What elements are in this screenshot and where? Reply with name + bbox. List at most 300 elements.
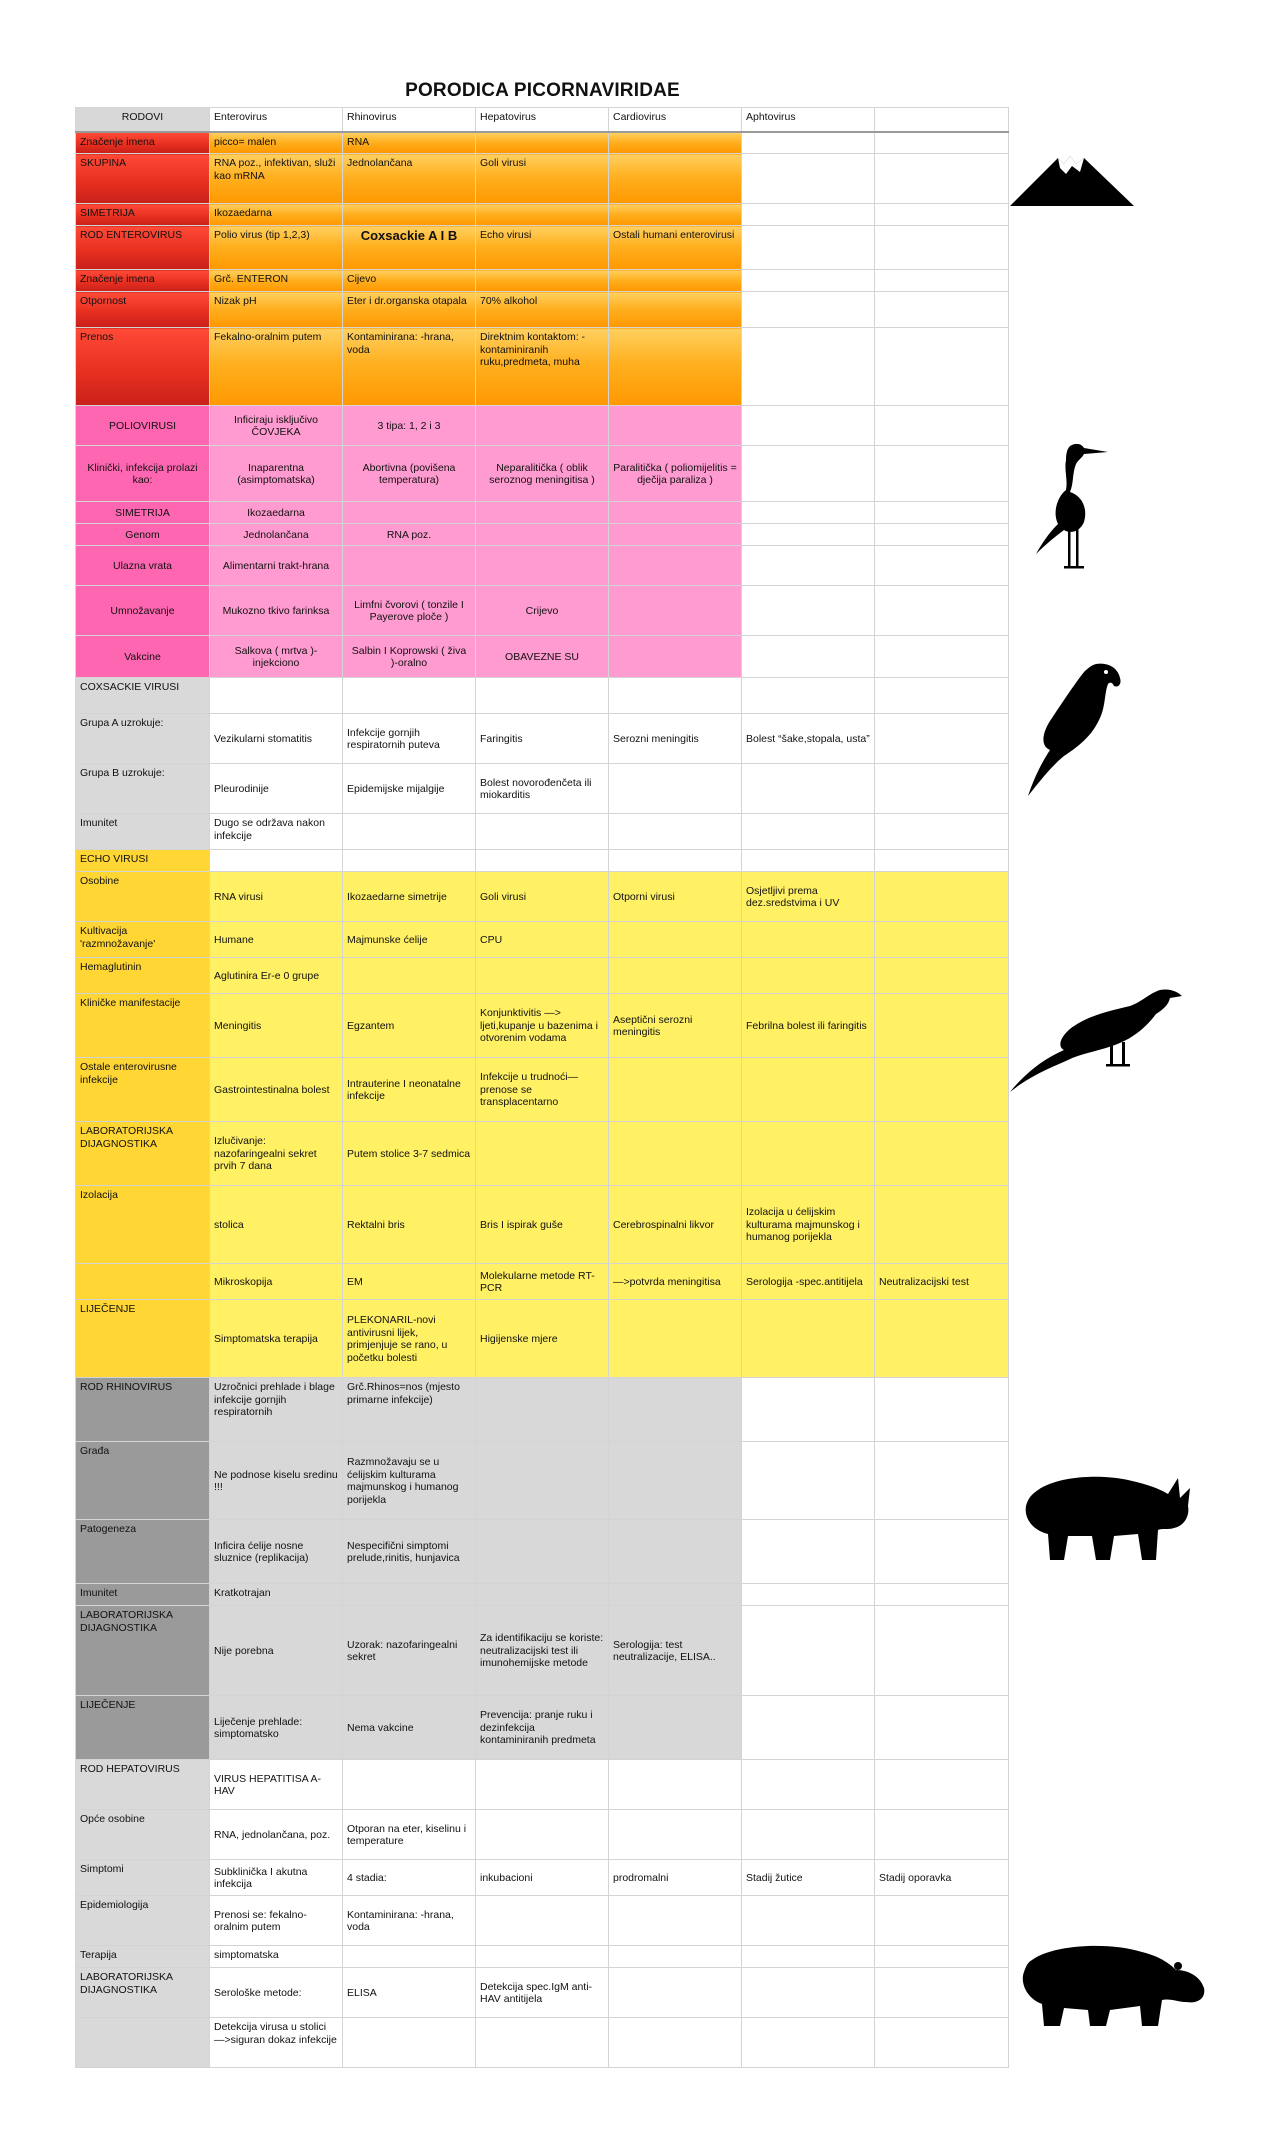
table-row xyxy=(76,1584,1009,1606)
table-cell: Bolest “šake,stopala, usta” xyxy=(742,714,875,764)
table-cell xyxy=(476,1122,609,1186)
table-cell xyxy=(609,1946,742,1968)
table-cell xyxy=(609,502,742,524)
row-label: ROD ENTEROVIRUS xyxy=(76,226,210,270)
table-cell xyxy=(875,132,1009,154)
table-cell: Nema vakcine xyxy=(343,1696,476,1760)
table-cell xyxy=(609,1810,742,1860)
table-row xyxy=(76,292,1009,328)
table-cell xyxy=(875,328,1009,406)
row-label: Osobine xyxy=(76,872,210,922)
table-cell: Prenosi se: fekalno-oralnim putem xyxy=(210,1896,343,1946)
table-cell xyxy=(609,958,742,994)
table-cell: Stadij žutice xyxy=(742,1860,875,1896)
table-cell xyxy=(343,850,476,872)
table-cell xyxy=(875,524,1009,546)
table-cell: Ikozaedarna xyxy=(210,204,343,226)
table-cell xyxy=(742,850,875,872)
table-cell xyxy=(742,814,875,850)
table-cell xyxy=(742,922,875,958)
table-cell: EM xyxy=(343,1264,476,1300)
table-cell xyxy=(742,524,875,546)
table-cell xyxy=(742,154,875,204)
table-row xyxy=(76,1442,1009,1520)
row-label: Klinički, infekcija prolazi kao: xyxy=(76,446,210,502)
header-cell: Enterovirus xyxy=(210,108,343,132)
table-cell xyxy=(476,406,609,446)
table-cell: RNA poz., infektivan, služi kao mRNA xyxy=(210,154,343,204)
table-cell: Nizak pH xyxy=(210,292,343,328)
table-cell xyxy=(476,502,609,524)
header-cell: Rhinovirus xyxy=(343,108,476,132)
table-cell xyxy=(609,546,742,586)
table-cell xyxy=(609,292,742,328)
table-cell xyxy=(609,678,742,714)
row-label: LABORATORIJSKA DIJAGNOSTIKA xyxy=(76,1122,210,1186)
table-cell xyxy=(875,850,1009,872)
table-cell xyxy=(476,1520,609,1584)
table-cell: Majmunske ćelije xyxy=(343,922,476,958)
table-cell: Neparalitička ( oblik seroznog meningitisa ) xyxy=(476,446,609,502)
table-cell: Meningitis xyxy=(210,994,343,1058)
table-cell xyxy=(875,154,1009,204)
table-cell xyxy=(742,1122,875,1186)
table-cell: Epidemijske mijalgije xyxy=(343,764,476,814)
table-cell: Intrauterine I neonatalne infekcije xyxy=(343,1058,476,1122)
row-label: ECHO VIRUSI xyxy=(76,850,210,872)
row-label: Građa xyxy=(76,1442,210,1520)
table-cell xyxy=(875,1378,1009,1442)
table-cell xyxy=(343,1946,476,1968)
table-row xyxy=(76,714,1009,764)
row-label: Patogeneza xyxy=(76,1520,210,1584)
table-cell: Aseptični serozni meningitis xyxy=(609,994,742,1058)
table-cell xyxy=(609,586,742,636)
table-cell: Za identifikaciju se koriste: neutralizacijski test ili imunohemijske metode xyxy=(476,1606,609,1696)
table-cell xyxy=(875,1186,1009,1264)
table-cell: RNA xyxy=(343,132,476,154)
table-cell xyxy=(742,764,875,814)
table-cell: Coxsackie A I B xyxy=(343,226,476,270)
table-row xyxy=(76,850,1009,872)
table-cell: Febrilna bolest ili faringitis xyxy=(742,994,875,1058)
table-cell xyxy=(875,814,1009,850)
table-cell: Eter i dr.organska otapala xyxy=(343,292,476,328)
table-cell: Cerebrospinalni likvor xyxy=(609,1186,742,1264)
table-cell xyxy=(343,546,476,586)
table-cell xyxy=(609,1122,742,1186)
table-row xyxy=(76,958,1009,994)
table-cell xyxy=(609,1584,742,1606)
table-cell: Prevencija: pranje ruku i dezinfekcija kontaminiranih predmeta xyxy=(476,1696,609,1760)
row-label xyxy=(76,2018,210,2068)
table-cell: Gastrointestinalna bolest xyxy=(210,1058,343,1122)
table-cell: Inaparentna (asimptomatska) xyxy=(210,446,343,502)
row-label: Kultivacija 'razmnožavanje' xyxy=(76,922,210,958)
table-cell: Stadij oporavka xyxy=(875,1860,1009,1896)
table-cell: RNA virusi xyxy=(210,872,343,922)
table-cell: Osjetljivi prema dez.sredstvima i UV xyxy=(742,872,875,922)
row-label: Prenos xyxy=(76,328,210,406)
table-cell xyxy=(875,1300,1009,1378)
table-cell: Ikozaedarna xyxy=(210,502,343,524)
table-cell: Kratkotrajan xyxy=(210,1584,343,1606)
table-row xyxy=(76,1810,1009,1860)
table-cell: Molekularne metode RT-PCR xyxy=(476,1264,609,1300)
table-row xyxy=(76,872,1009,922)
table-cell xyxy=(875,636,1009,678)
table-cell xyxy=(742,1300,875,1378)
table-cell xyxy=(742,1968,875,2018)
table-cell xyxy=(742,270,875,292)
table-cell: Otporan na eter, kiselinu i temperature xyxy=(343,1810,476,1860)
table-cell: Abortivna (povišena temperatura) xyxy=(343,446,476,502)
crow-icon xyxy=(1010,980,1185,1100)
table-cell: CPU xyxy=(476,922,609,958)
page-title: PORODICA PICORNAVIRIDAE xyxy=(405,80,680,101)
row-label: Hemaglutinin xyxy=(76,958,210,994)
table-cell: Mukozno tkivo farinksa xyxy=(210,586,343,636)
table-cell xyxy=(875,1520,1009,1584)
table-cell xyxy=(742,636,875,678)
table-cell xyxy=(609,154,742,204)
table-cell: Otporni virusi xyxy=(609,872,742,922)
table-cell: —>potvrda meningitisa xyxy=(609,1264,742,1300)
table-row xyxy=(76,406,1009,446)
table-cell: Subklinička I akutna infekcija xyxy=(210,1860,343,1896)
table-cell: Ikozaedarne simetrije xyxy=(343,872,476,922)
table-row xyxy=(76,328,1009,406)
table-cell xyxy=(343,502,476,524)
table-cell xyxy=(609,1696,742,1760)
table-cell: 3 tipa: 1, 2 i 3 xyxy=(343,406,476,446)
table-cell: Neutralizacijski test xyxy=(875,1264,1009,1300)
table-cell xyxy=(875,406,1009,446)
table-cell: Salkova ( mrtva )- injekciono xyxy=(210,636,343,678)
table-cell xyxy=(609,764,742,814)
table-cell: simptomatska xyxy=(210,1946,343,1968)
table-cell: Ne podnose kiselu sredinu !!! xyxy=(210,1442,343,1520)
table-cell xyxy=(609,814,742,850)
table-cell xyxy=(875,958,1009,994)
table-cell: Limfni čvorovi ( tonzile I Payerove ploče ) xyxy=(343,586,476,636)
table-cell: Rektalni bris xyxy=(343,1186,476,1264)
table-cell xyxy=(875,446,1009,502)
table-cell xyxy=(875,1606,1009,1696)
table-cell: Serozni meningitis xyxy=(609,714,742,764)
table-row xyxy=(76,1968,1009,2018)
table-cell xyxy=(742,1946,875,1968)
table-cell xyxy=(742,1442,875,1520)
table-row xyxy=(76,204,1009,226)
table-cell: RNA poz. xyxy=(343,524,476,546)
table-cell xyxy=(875,502,1009,524)
table-cell: 4 stadia: xyxy=(343,1860,476,1896)
table-cell xyxy=(875,1058,1009,1122)
table-cell xyxy=(875,1122,1009,1186)
header-cell: Cardiovirus xyxy=(609,108,742,132)
row-label: Imunitet xyxy=(76,1584,210,1606)
table-cell xyxy=(875,204,1009,226)
table-cell xyxy=(476,1946,609,1968)
table-cell: Polio virus (tip 1,2,3) xyxy=(210,226,343,270)
table-cell xyxy=(609,524,742,546)
table-cell: Detekcija virusa u stolici —>siguran dokaz infekcije xyxy=(210,2018,343,2068)
table-row xyxy=(76,1896,1009,1946)
table-cell xyxy=(742,1058,875,1122)
table-cell: Direktnim kontaktom: -kontaminiranih ruku,predmeta, muha xyxy=(476,328,609,406)
table-cell xyxy=(609,1058,742,1122)
table-cell: Uzorak: nazofaringealni sekret xyxy=(343,1606,476,1696)
table-cell xyxy=(742,328,875,406)
table-cell xyxy=(742,2018,875,2068)
table-cell xyxy=(609,328,742,406)
table-cell: Jednolančana xyxy=(210,524,343,546)
table-cell: ELISA xyxy=(343,1968,476,2018)
table-cell xyxy=(476,1584,609,1606)
table-row xyxy=(76,446,1009,502)
row-label: Ulazna vrata xyxy=(76,546,210,586)
row-label: COXSACKIE VIRUSI xyxy=(76,678,210,714)
table-row xyxy=(76,764,1009,814)
parrot-icon xyxy=(1020,660,1125,800)
table-cell: Putem stolice 3-7 sedmica xyxy=(343,1122,476,1186)
table-row xyxy=(76,1606,1009,1696)
table-cell: Konjunktivitis —> ljeti,kupanje u bazenima i otvorenim vodama xyxy=(476,994,609,1058)
table-cell: Nije porebna xyxy=(210,1606,343,1696)
table-cell xyxy=(476,270,609,292)
table-cell: Jednolančana xyxy=(343,154,476,204)
table-cell xyxy=(609,132,742,154)
table-cell xyxy=(875,1584,1009,1606)
table-cell xyxy=(343,2018,476,2068)
table-cell xyxy=(609,636,742,678)
row-label: SIMETRIJA xyxy=(76,204,210,226)
table-cell xyxy=(343,958,476,994)
table-cell: Grč. ENTERON xyxy=(210,270,343,292)
table-cell xyxy=(343,1584,476,1606)
table-cell: Ostali humani enterovirusi xyxy=(609,226,742,270)
table-cell: Uzročnici prehlade i blage infekcije gornjih respiratornih xyxy=(210,1378,343,1442)
table-cell xyxy=(476,2018,609,2068)
table-row xyxy=(76,270,1009,292)
table-cell xyxy=(875,546,1009,586)
table-cell xyxy=(875,586,1009,636)
table-cell: Grč.Rhinos=nos (mjesto primarne infekcije) xyxy=(343,1378,476,1442)
row-label: Terapija xyxy=(76,1946,210,1968)
table-cell xyxy=(742,1810,875,1860)
table-cell: Aglutinira Er-e 0 grupe xyxy=(210,958,343,994)
table-cell: Serologija: test neutralizacije, ELISA.. xyxy=(609,1606,742,1696)
table-cell xyxy=(875,764,1009,814)
rhino-icon xyxy=(1018,1470,1198,1565)
table-cell: Kontaminirana: -hrana, voda xyxy=(343,328,476,406)
table-row xyxy=(76,1300,1009,1378)
row-label: Opće osobine xyxy=(76,1810,210,1860)
table-cell xyxy=(609,1300,742,1378)
table-cell xyxy=(742,1520,875,1584)
row-label: LABORATORIJSKA DIJAGNOSTIKA xyxy=(76,1606,210,1696)
table-row xyxy=(76,524,1009,546)
table-cell: Pleurodinije xyxy=(210,764,343,814)
table-row xyxy=(76,994,1009,1058)
row-label: ROD RHINOVIRUS xyxy=(76,1378,210,1442)
row-label: Simptomi xyxy=(76,1860,210,1896)
table-cell: VIRUS HEPATITISA A-HAV xyxy=(210,1760,343,1810)
table-row xyxy=(76,636,1009,678)
table-cell: Salbin I Koprowski ( živa )-oralno xyxy=(343,636,476,678)
table-row xyxy=(76,2018,1009,2068)
table-cell: Echo virusi xyxy=(476,226,609,270)
table-cell xyxy=(875,1760,1009,1810)
row-label: Grupa B uzrokuje: xyxy=(76,764,210,814)
table-row xyxy=(76,1378,1009,1442)
table-cell xyxy=(476,524,609,546)
table-cell xyxy=(609,1378,742,1442)
table-cell xyxy=(609,1968,742,2018)
table-cell: RNA, jednolančana, poz. xyxy=(210,1810,343,1860)
row-label: SKUPINA xyxy=(76,154,210,204)
row-label: Imunitet xyxy=(76,814,210,850)
table-cell xyxy=(476,1378,609,1442)
table-cell xyxy=(609,204,742,226)
table-cell xyxy=(742,1896,875,1946)
row-label: ROD HEPATOVIRUS xyxy=(76,1760,210,1810)
table-cell: Faringitis xyxy=(476,714,609,764)
table-cell xyxy=(476,546,609,586)
table-cell xyxy=(875,1896,1009,1946)
table-cell: Bolest novorođenčeta ili miokarditis xyxy=(476,764,609,814)
row-label: Značenje imena xyxy=(76,270,210,292)
table-row xyxy=(76,132,1009,154)
table-cell xyxy=(742,1760,875,1810)
table-cell: Izolacija u ćelijskim kulturama majmunskog i humanog porijekla xyxy=(742,1186,875,1264)
table-cell xyxy=(210,850,343,872)
table-cell xyxy=(343,1760,476,1810)
table-row xyxy=(76,1186,1009,1264)
table-cell xyxy=(742,1696,875,1760)
header-cell xyxy=(875,108,1009,132)
row-label: Genom xyxy=(76,524,210,546)
table-cell xyxy=(476,1810,609,1860)
table-cell xyxy=(875,2018,1009,2068)
row-label: Epidemiologija xyxy=(76,1896,210,1946)
table-cell xyxy=(476,958,609,994)
heron-icon xyxy=(1030,440,1110,570)
table-cell: Mikroskopija xyxy=(210,1264,343,1300)
table-cell xyxy=(875,1810,1009,1860)
table-cell xyxy=(742,1378,875,1442)
row-label: Značenje imena xyxy=(76,132,210,154)
table-cell: Paralitička ( poliomijelitis = dječija paraliza ) xyxy=(609,446,742,502)
table-cell: Nespecifični simptomi prelude,rinitis, hunjavica xyxy=(343,1520,476,1584)
table-cell: Serologija -spec.antitijela xyxy=(742,1264,875,1300)
row-label: LIJEČENJE xyxy=(76,1300,210,1378)
table-cell xyxy=(742,502,875,524)
table-cell: Simptomatska terapija xyxy=(210,1300,343,1378)
table-cell xyxy=(609,850,742,872)
table-row xyxy=(76,154,1009,204)
picornaviridae-table xyxy=(75,107,1009,2068)
table-cell: Cijevo xyxy=(343,270,476,292)
table-cell: Vezikularni stomatitis xyxy=(210,714,343,764)
table-cell xyxy=(742,546,875,586)
table-cell xyxy=(343,204,476,226)
header-row xyxy=(76,108,1009,132)
table-cell xyxy=(609,2018,742,2068)
header-cell: RODOVI xyxy=(76,108,210,132)
table-cell: Detekcija spec.IgM anti-HAV antitijela xyxy=(476,1968,609,2018)
table-cell xyxy=(609,922,742,958)
table-cell xyxy=(609,1520,742,1584)
table-cell: Goli virusi xyxy=(476,872,609,922)
table-cell xyxy=(343,814,476,850)
table-cell xyxy=(609,1760,742,1810)
table-cell xyxy=(875,994,1009,1058)
table-cell xyxy=(875,270,1009,292)
table-row xyxy=(76,1696,1009,1760)
table-cell xyxy=(875,292,1009,328)
table-cell xyxy=(875,872,1009,922)
table-row xyxy=(76,1760,1009,1810)
table-cell xyxy=(742,226,875,270)
table-cell xyxy=(343,678,476,714)
table-cell xyxy=(476,1760,609,1810)
table-cell: Higijenske mjere xyxy=(476,1300,609,1378)
table-cell xyxy=(875,226,1009,270)
table-cell xyxy=(742,446,875,502)
table-cell xyxy=(476,814,609,850)
table-row xyxy=(76,814,1009,850)
table-cell: Izlučivanje: nazofaringealni sekret prvih 7 dana xyxy=(210,1122,343,1186)
table-cell xyxy=(742,1584,875,1606)
header-cell: Aphtovirus xyxy=(742,108,875,132)
table-cell xyxy=(476,678,609,714)
table-row xyxy=(76,226,1009,270)
table-cell: picco= malen xyxy=(210,132,343,154)
table-cell: Inficira ćelije nosne sluznice (replikacija) xyxy=(210,1520,343,1584)
table-cell xyxy=(476,1442,609,1520)
table-cell: Bris I ispirak guše xyxy=(476,1186,609,1264)
table-cell xyxy=(875,1696,1009,1760)
table-cell: Infekcije u trudnoći— prenose se transplacentarno xyxy=(476,1058,609,1122)
table-cell xyxy=(875,1968,1009,2018)
table-row xyxy=(76,678,1009,714)
table-cell xyxy=(875,1946,1009,1968)
table-cell: Liječenje prehlade: simptomatsko xyxy=(210,1696,343,1760)
row-label xyxy=(76,1264,210,1300)
table-cell xyxy=(476,204,609,226)
row-label: SIMETRIJA xyxy=(76,502,210,524)
row-label: Ostale enterovirusne infekcije xyxy=(76,1058,210,1122)
table-cell xyxy=(742,292,875,328)
table-row xyxy=(76,922,1009,958)
table-cell xyxy=(742,204,875,226)
table-cell xyxy=(875,1442,1009,1520)
table-row xyxy=(76,586,1009,636)
table-cell: 70% alkohol xyxy=(476,292,609,328)
table-cell: Egzantem xyxy=(343,994,476,1058)
table-cell: inkubacioni xyxy=(476,1860,609,1896)
table-cell: Goli virusi xyxy=(476,154,609,204)
row-label: Grupa A uzrokuje: xyxy=(76,714,210,764)
row-label: Kliničke manifestacije xyxy=(76,994,210,1058)
header-cell: Hepatovirus xyxy=(476,108,609,132)
volcano-icon xyxy=(1010,150,1134,210)
row-label: Umnožavanje xyxy=(76,586,210,636)
table-row xyxy=(76,1946,1009,1968)
table-cell: Alimentarni trakt-hrana xyxy=(210,546,343,586)
